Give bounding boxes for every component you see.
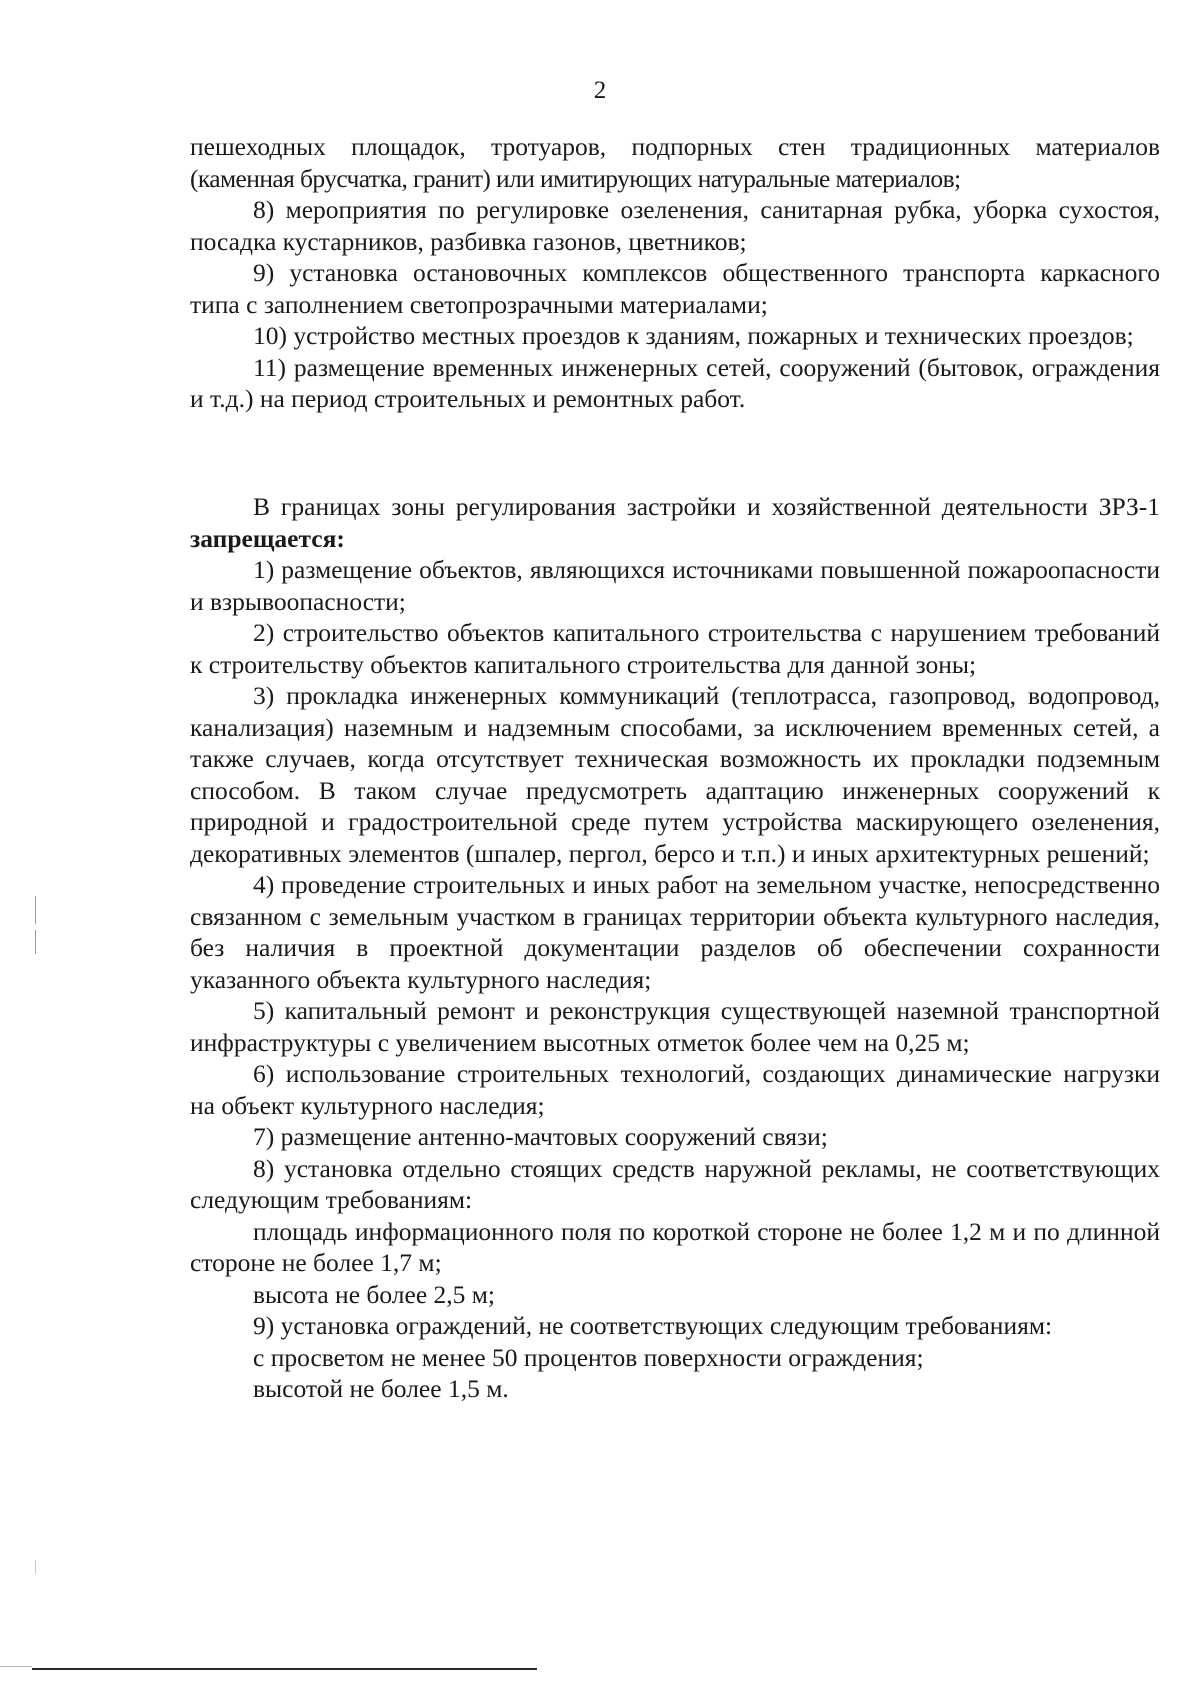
section-intro-keyword: запрещается: bbox=[190, 523, 345, 553]
scan-bottom-edge-faint bbox=[0, 1666, 32, 1667]
scan-margin-mark bbox=[35, 930, 36, 954]
paragraph-continuation-line-2: (каменная брусчатка, гранит) или имитирующих натуральные материалов; bbox=[190, 163, 961, 193]
section-intro bbox=[190, 491, 1160, 554]
scan-bottom-edge-line bbox=[32, 1668, 537, 1670]
list-item-prohibited-1: 1) размещение объектов, являющихся источниками повышенной пожароопасности и взрывоопасности; bbox=[190, 555, 1160, 616]
scan-margin-mark bbox=[35, 896, 36, 924]
prohibited-section bbox=[190, 491, 1160, 1405]
section-intro-text: В границах зоны регулирования застройки и хозяйственной деятельности ЗРЗ-1 bbox=[253, 492, 1160, 521]
list-item-prohibited-4: 4) проведение строительных и иных работ на земельном участке, непосредственно связанном с земельным участком в границах территории объекта культурного наследия, без наличия в проектной документации разделов об обеспечении сохранности указанного объекта культурного наследия; bbox=[190, 870, 1160, 994]
page-number: 2 bbox=[593, 77, 607, 104]
permitted-list-continuation bbox=[190, 131, 1160, 415]
list-item-permitted-10: 10) устройство местных проездов к зданиям, пожарных и технических проездов; bbox=[253, 321, 1134, 350]
sub-item-fence-height: высотой не более 1,5 м. bbox=[253, 1374, 509, 1403]
list-item-prohibited-2: 2) строительство объектов капитального строительства с нарушением требований к строительству объектов капитального строительства для данной зоны; bbox=[190, 618, 1160, 679]
list-item-prohibited-7: 7) размещение антенно-мачтовых сооружений связи; bbox=[253, 1122, 828, 1151]
list-item-permitted-9: 9) установка остановочных комплексов общественного транспорта каркасного типа с заполнением светопрозрачными материалами; bbox=[190, 258, 1160, 319]
list-item-permitted-8: 8) мероприятия по регулировке озеленения, санитарная рубка, уборка сухостоя, посадка кустарников, разбивка газонов, цветников; bbox=[190, 195, 1160, 256]
list-item-permitted-11: 11) размещение временных инженерных сетей, сооружений (бытовок, ограждения и т.д.) на период строительных и ремонтных работ. bbox=[190, 352, 1160, 413]
sub-item-advertising-height: высота не более 2,5 м; bbox=[253, 1279, 495, 1309]
list-item-prohibited-5: 5) капитальный ремонт и реконструкция существующей наземной транспортной инфраструктуры с увеличением высотных отметок более чем на 0,25 м; bbox=[190, 996, 1160, 1057]
list-item-prohibited-3: 3) прокладка инженерных коммуникаций (теплотрасса, газопровод, водопровод, канализация) наземным и надземным способами, за исключением временных сетей, а также случаев, когда отсутствует техническая возможность их прокладки подземным способом. В таком случае предусмотреть адаптацию инженерных сооружений к природной и градостроительной среде путем устройства маскирующего озеленения, декоративных элементов (шпалер, пергол, берсо и т.п.) и иных архитектурных решений; bbox=[190, 681, 1160, 868]
list-item-prohibited-9: 9) установка ограждений, не соответствующих следующим требованиям: bbox=[253, 1311, 1053, 1340]
sub-item-fence-clearance: с просветом не менее 50 процентов поверхности ограждения; bbox=[253, 1342, 924, 1372]
sub-item-advertising-area: площадь информационного поля по короткой стороне не более 1,2 м и по длинной стороне не более 1,7 м; bbox=[190, 1216, 1160, 1277]
scan-margin-mark bbox=[35, 1560, 36, 1574]
list-item-prohibited-6: 6) использование строительных технологий, создающих динамические нагрузки на объект культурного наследия; bbox=[190, 1059, 1160, 1120]
list-item-prohibited-8: 8) установка отдельно стоящих средств наружной рекламы, не соответствующих следующим требованиям: bbox=[190, 1153, 1160, 1214]
paragraph-continuation-line-1: пешеходных площадок, тротуаров, подпорных стен традиционных материалов bbox=[190, 132, 1160, 161]
